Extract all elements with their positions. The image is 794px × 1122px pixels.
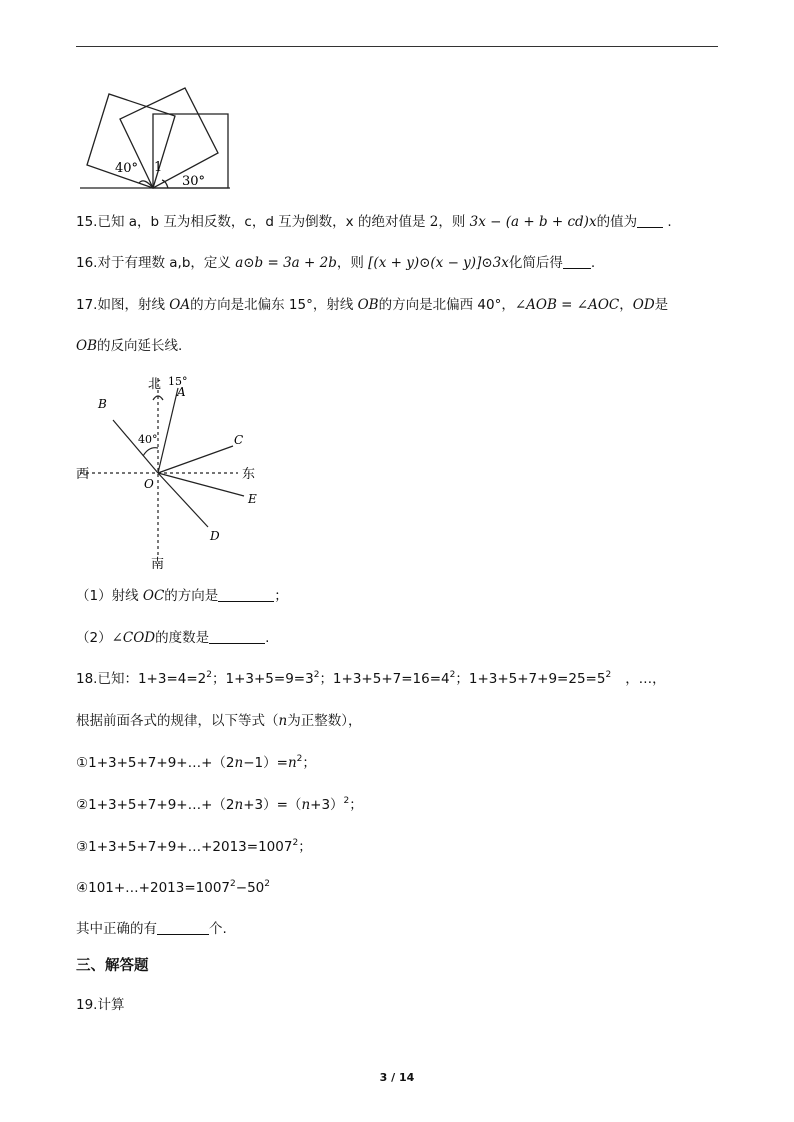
q17-od: OD bbox=[632, 297, 655, 313]
q17-text-b: 的方向是北偏东 15°，射线 bbox=[190, 297, 358, 313]
q18-last-a: 其中正确的有 bbox=[76, 921, 157, 937]
q17-ob-2: OB bbox=[76, 338, 97, 354]
q15-suffix: 的值为 bbox=[596, 214, 638, 230]
compass-west-label: 西 bbox=[76, 467, 90, 482]
q17-text-a: 17.如图，射线 bbox=[76, 297, 170, 313]
question-18-item4 bbox=[76, 879, 270, 897]
q18-exp1: 2 bbox=[206, 670, 212, 680]
fig1-angle-30: 30° bbox=[182, 174, 206, 189]
q17-text-e: 的反向延长线. bbox=[97, 338, 183, 354]
point-a-label: A bbox=[177, 385, 186, 399]
q18-i2-b: +3）=（ bbox=[243, 797, 302, 813]
angle-15-label: 15° bbox=[168, 375, 188, 388]
q16-answer-blank[interactable] bbox=[563, 256, 591, 269]
q18-i2-c: +3） bbox=[310, 797, 344, 813]
point-e-label: E bbox=[248, 492, 257, 506]
fig1-angle-40: 40° bbox=[115, 161, 139, 176]
q17-text-d: 是 bbox=[654, 297, 669, 313]
question-17-part2 bbox=[76, 629, 269, 647]
q17-angle-equation: ∠AOB = ∠AOC bbox=[514, 297, 620, 313]
q18-answer-blank[interactable] bbox=[157, 922, 209, 935]
question-18-line1 bbox=[76, 670, 666, 688]
point-o-label: O bbox=[144, 477, 154, 491]
q16-definition: a⊙b = 3a + 2b bbox=[235, 255, 337, 271]
q18-exp3: 2 bbox=[449, 670, 456, 680]
q15-expression: 3x − (a + b + cd)x bbox=[469, 214, 597, 230]
q18-eq3: ；1+3+5+7=16=4 bbox=[319, 671, 450, 687]
q15-end: . bbox=[663, 214, 672, 230]
q17-2-answer-blank[interactable] bbox=[209, 631, 265, 644]
overlapping-squares-figure bbox=[80, 86, 240, 196]
q17-text-c: 的方向是北偏西 40°， bbox=[378, 297, 515, 313]
q16-end: . bbox=[590, 255, 596, 271]
q17-1-answer-blank[interactable] bbox=[218, 589, 274, 602]
point-b-label: B bbox=[98, 397, 107, 411]
q18-eq2: ；1+3+5=9=3 bbox=[212, 671, 314, 687]
point-c-label: C bbox=[234, 433, 244, 447]
q18-i2-n2: n bbox=[301, 797, 311, 813]
q18-eq1: 18.已知：1+3=4=2 bbox=[76, 671, 207, 687]
q16-expression: [(x + y)⊙(x − y)]⊙3x bbox=[368, 255, 509, 271]
compass-north-label: 北 bbox=[148, 377, 162, 392]
compass-east-label: 东 bbox=[242, 467, 256, 482]
q15-number: 2 bbox=[429, 214, 439, 230]
point-d-label: D bbox=[210, 529, 220, 543]
q17-oa: OA bbox=[169, 297, 191, 313]
question-17-part1 bbox=[76, 587, 288, 605]
q18-ellipsis: ，…， bbox=[625, 671, 666, 687]
q18-i3-end: ； bbox=[298, 839, 312, 855]
q18-exp2: 2 bbox=[313, 670, 320, 680]
q17-comma: ， bbox=[619, 297, 633, 313]
q18-i3-a: ③1+3+5+7+9+…+2013=1007 bbox=[76, 839, 293, 855]
q17-1-suffix: 的方向是 bbox=[164, 588, 219, 604]
q18-i1-end: ； bbox=[302, 755, 316, 771]
question-17-line1 bbox=[76, 296, 668, 314]
compass-rays-figure bbox=[70, 368, 270, 573]
q18-i2-a: ②1+3+5+7+9+…+（2 bbox=[76, 797, 235, 813]
q15-text: 15.已知 a，b 互为相反数，c，d 互为倒数，x 的绝对值是 bbox=[76, 214, 430, 230]
section-heading: 三、解答题 bbox=[76, 958, 149, 974]
q18-eq4: ；1+3+5+7+9=25=5 bbox=[455, 671, 606, 687]
q18-exp4: 2 bbox=[605, 670, 612, 680]
question-18-item3 bbox=[76, 838, 312, 856]
q16-suffix: 化简后得 bbox=[508, 255, 563, 271]
q17-1-prefix: （1）射线 bbox=[76, 588, 143, 604]
question-18-item1 bbox=[76, 754, 316, 772]
q18-i1-b: −1）= bbox=[243, 755, 288, 771]
q18-i4-a: ④101+…+2013=1007 bbox=[76, 880, 231, 896]
q15-answer-blank[interactable] bbox=[637, 215, 663, 228]
q18-i4-b: −50 bbox=[235, 880, 265, 896]
q18-i1-n: n bbox=[234, 755, 244, 771]
q18-i2-end: ； bbox=[349, 797, 363, 813]
q18-i2-exp: 2 bbox=[343, 796, 350, 806]
angle-40-label: 40° bbox=[138, 433, 158, 446]
q18-i1-a: ①1+3+5+7+9+…+（2 bbox=[76, 755, 235, 771]
q18-i1-n2: n bbox=[287, 755, 297, 771]
question-16 bbox=[76, 254, 595, 272]
question-19: 19.计算 bbox=[76, 997, 125, 1013]
q17-2-prefix: （2） bbox=[76, 630, 112, 646]
q16-text-mid: ，则 bbox=[336, 255, 369, 271]
question-17-line2 bbox=[76, 337, 182, 355]
q18-i2-n: n bbox=[234, 797, 244, 813]
q18-last-b: 个. bbox=[209, 921, 227, 937]
q17-2-suffix: 的度数是 bbox=[155, 630, 210, 646]
q18-i3-exp: 2 bbox=[292, 838, 299, 848]
page-number: 3 / 14 bbox=[379, 1071, 415, 1084]
question-18-line2 bbox=[76, 712, 361, 730]
compass-south-label: 南 bbox=[151, 557, 165, 572]
q18-i4-exp1: 2 bbox=[230, 879, 236, 889]
header-rule bbox=[76, 46, 718, 47]
q18-i1-exp: 2 bbox=[296, 754, 303, 764]
q18-i4-exp2: 2 bbox=[264, 879, 270, 889]
q17-2-end: . bbox=[265, 630, 270, 646]
q17-2-cod: ∠COD bbox=[111, 630, 156, 646]
q16-text: 16.对于有理数 a,b，定义 bbox=[76, 255, 236, 271]
q17-ob: OB bbox=[357, 297, 379, 313]
q15-text-mid: ，则 bbox=[438, 214, 470, 230]
q17-1-oc: OC bbox=[142, 588, 165, 604]
q17-1-end: ； bbox=[274, 588, 288, 604]
q18-rule-text: 根据前面各式的规律，以下等式（ bbox=[76, 713, 279, 729]
question-18-conclusion bbox=[76, 920, 227, 938]
q18-rule-text-end: 为正整数）， bbox=[287, 713, 362, 729]
question-18-item2 bbox=[76, 796, 363, 814]
q18-n: n bbox=[278, 713, 288, 729]
question-15 bbox=[76, 213, 672, 231]
fig1-angle-1: 1 bbox=[154, 160, 163, 175]
